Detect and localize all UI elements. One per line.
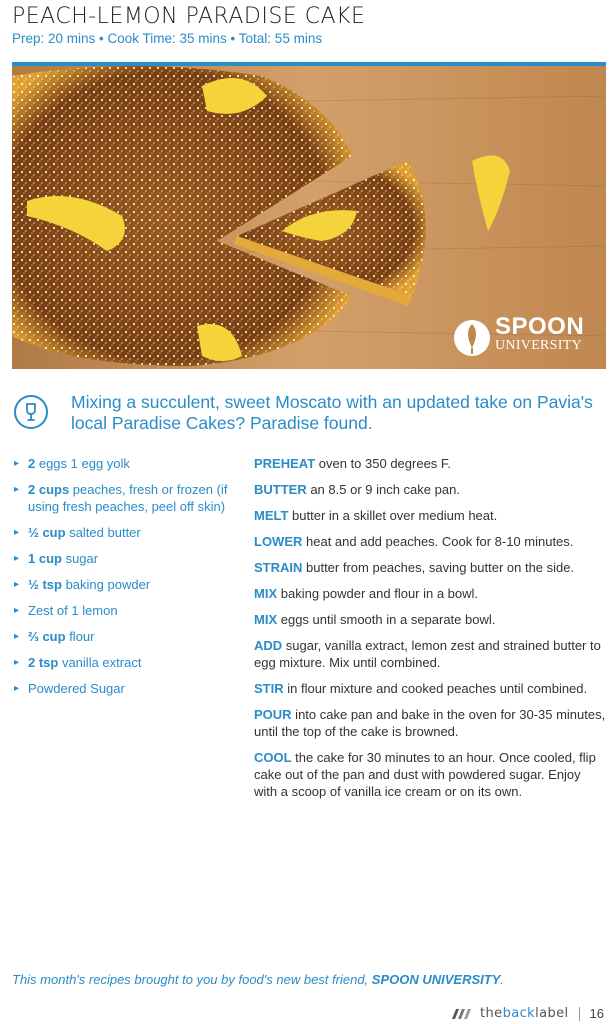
ingredient-text: vanilla extract xyxy=(58,655,142,670)
instruction-step xyxy=(254,585,606,602)
intro-text: Mixing a succulent, sweet Moscato with an updated take on Pavia's local Paradise Cakes? Paradise found. xyxy=(71,392,593,433)
instruction-step xyxy=(254,455,606,472)
instruction-text: an 8.5 or 9 inch cake pan. xyxy=(306,482,460,497)
ingredient-item xyxy=(14,550,236,567)
cake-photo xyxy=(12,66,606,369)
ingredient-item xyxy=(14,628,236,645)
ingredient-item xyxy=(14,680,236,697)
ingredient-item xyxy=(14,602,236,619)
ingredient-text: Zest of 1 lemon xyxy=(28,603,118,618)
instruction-text: oven to 350 degrees F. xyxy=(315,456,452,471)
instruction-text: butter from peaches, saving butter on the side. xyxy=(302,560,575,575)
instruction-verb: STIR xyxy=(254,681,284,696)
brand-word-the: the xyxy=(480,1006,503,1021)
instruction-verb: MELT xyxy=(254,508,289,523)
brand-word-back: back xyxy=(502,1006,536,1021)
ingredient-text: eggs 1 egg yolk xyxy=(35,456,130,471)
instruction-step xyxy=(254,706,606,740)
ingredient-item xyxy=(14,576,236,593)
ingredient-quantity: ⅔ cup xyxy=(28,629,66,644)
instruction-text: the cake for 30 minutes to an hour. Once cooled, flip cake out of the pan and dust with powdered sugar. Enjoy with a scoop of vanilla ice cream or on its own. xyxy=(254,750,596,799)
footer-note-prefix: This month's recipes brought to you by food's new best friend, xyxy=(12,972,372,987)
footer-note-suffix: . xyxy=(500,972,504,987)
ingredient-text: Powdered Sugar xyxy=(28,681,125,696)
ingredient-quantity: 2 cups xyxy=(28,482,70,497)
ingredient-item xyxy=(14,524,236,541)
wine-glass-icon xyxy=(14,395,48,429)
brand-word-label: label xyxy=(535,1006,569,1021)
instruction-text: heat and add peaches. Cook for 8-10 minutes. xyxy=(302,534,574,549)
ingredient-text: sugar xyxy=(61,551,99,566)
instruction-text: butter in a skillet over medium heat. xyxy=(288,508,498,523)
instruction-verb: MIX xyxy=(254,586,278,601)
brand-wordmark xyxy=(480,1006,569,1021)
spoon-university-logo xyxy=(495,315,584,353)
ingredient-quantity: 2 xyxy=(28,456,36,471)
instruction-text: into cake pan and bake in the oven for 30-35 minutes, until the top of the cake is browned. xyxy=(254,707,606,739)
ingredient-text: salted butter xyxy=(65,525,141,540)
ingredient-quantity: 2 tsp xyxy=(28,655,59,670)
footer-sponsor-note xyxy=(12,972,504,987)
ingredient-quantity: ½ tsp xyxy=(28,577,62,592)
instruction-step xyxy=(254,749,606,800)
brand-separator xyxy=(579,1007,580,1021)
instruction-step xyxy=(254,559,606,576)
wine-glass-icon-glyph xyxy=(16,397,46,427)
university-logo-text: UNIVERSITY xyxy=(495,338,582,353)
instruction-verb: ADD xyxy=(254,638,283,653)
spoon-logo-text: SPOON xyxy=(495,313,585,340)
instruction-step xyxy=(254,533,606,550)
ingredient-quantity: 1 cup xyxy=(28,551,62,566)
instruction-text: sugar, vanilla extract, lemon zest and strained butter to egg mixture. Mix until combined. xyxy=(254,638,601,670)
instruction-verb: LOWER xyxy=(254,534,303,549)
instruction-verb: BUTTER xyxy=(254,482,307,497)
thebacklabel-brand xyxy=(452,1006,604,1021)
instruction-step xyxy=(254,481,606,498)
instruction-text: eggs until smooth in a separate bowl. xyxy=(277,612,496,627)
instruction-step xyxy=(254,611,606,628)
ingredient-item xyxy=(14,481,236,515)
footer-note-brand: SPOON UNIVERSITY xyxy=(371,972,501,987)
instruction-verb: COOL xyxy=(254,750,292,765)
recipe-title: PEACH-LEMON PARADISE CAKE xyxy=(12,4,366,29)
instruction-verb: POUR xyxy=(254,707,292,722)
ingredient-quantity: ½ cup xyxy=(28,525,66,540)
instruction-verb: MIX xyxy=(254,612,278,627)
instruction-text: baking powder and flour in a bowl. xyxy=(277,586,479,601)
recipe-times: Prep: 20 mins • Cook Time: 35 mins • Total: 55 mins xyxy=(12,31,323,46)
instruction-step xyxy=(254,507,606,524)
ingredient-text: flour xyxy=(65,629,95,644)
instruction-step xyxy=(254,637,606,671)
instruction-step xyxy=(254,680,606,697)
instruction-text: in flour mixture and cooked peaches until combined. xyxy=(283,681,588,696)
instruction-verb: PREHEAT xyxy=(254,456,316,471)
ingredients-list xyxy=(14,455,236,706)
instruction-verb: STRAIN xyxy=(254,560,303,575)
instructions xyxy=(254,455,606,809)
thebacklabel-logo-icon xyxy=(452,1008,474,1020)
page-number: 16 xyxy=(589,1006,604,1021)
ingredient-text: peaches, fresh or frozen (if using fresh peaches, peel off skin) xyxy=(28,482,228,514)
ingredient-item xyxy=(14,455,236,472)
ingredient-item xyxy=(14,654,236,671)
ingredient-text: baking powder xyxy=(61,577,151,592)
